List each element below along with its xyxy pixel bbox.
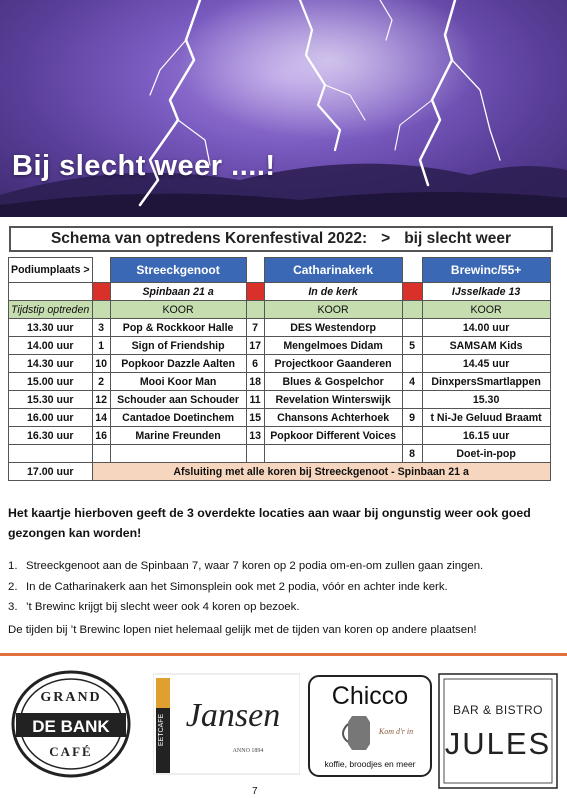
row-choir: Popkoor Dazzle Aalten (110, 355, 246, 373)
coffee-pot-icon (348, 716, 370, 750)
tijdstip-label: Tijdstip optreden (9, 301, 93, 319)
row-choir: SAMSAM Kids (422, 337, 550, 355)
row-choir: Schouder aan Schouder (110, 391, 246, 409)
logo-jules-top: BAR & BISTRO (452, 703, 544, 717)
koor-row (9, 301, 551, 319)
row-number: 4 (402, 373, 422, 391)
venue-address: IJsselkade 13 (422, 283, 550, 301)
row-time: 16.30 uur (9, 427, 93, 445)
koor-label: KOOR (422, 301, 550, 319)
address-row (9, 283, 551, 301)
row-number (246, 445, 264, 463)
list-item-text: ’t Brewinc krijgt bij slecht weer ook 4 koren op bezoek. (26, 601, 300, 613)
row-choir: DES Westendorp (264, 319, 402, 337)
logo-grand-top: GRAND (40, 690, 102, 705)
list-item (8, 556, 483, 577)
row-time: 16.00 uur (9, 409, 93, 427)
table-row (9, 337, 551, 355)
row-time (9, 445, 93, 463)
row-time: 14.00 uur (9, 337, 93, 355)
schedule-rows (9, 319, 551, 463)
row-choir: Doet-in-pop (422, 445, 550, 463)
row-choir (264, 445, 402, 463)
row-number: 1 (92, 337, 110, 355)
koor-label: KOOR (110, 301, 246, 319)
closing-text: Afsluiting met alle koren bij Streeckgenoot - Spinbaan 21 a (92, 463, 550, 481)
koor-label: KOOR (264, 301, 402, 319)
table-header-row (9, 258, 551, 283)
row-number (402, 319, 422, 337)
logo-jules (438, 668, 560, 780)
table-row (9, 427, 551, 445)
schedule-title (9, 226, 553, 252)
closing-time: 17.00 uur (9, 463, 93, 481)
row-number: 13 (246, 427, 264, 445)
row-number: 12 (92, 391, 110, 409)
table-row (9, 373, 551, 391)
row-number: 8 (402, 445, 422, 463)
lightning-illustration (0, 0, 567, 217)
table-row (9, 319, 551, 337)
row-choir (110, 445, 246, 463)
row-time: 14.30 uur (9, 355, 93, 373)
divider (0, 217, 567, 225)
row-number: 18 (246, 373, 264, 391)
schedule-table (8, 257, 551, 481)
row-choir: Revelation Winterswijk (264, 391, 402, 409)
row-choir: 15.30 (422, 391, 550, 409)
row-choir: Chansons Achterhoek (264, 409, 402, 427)
orange-divider (0, 653, 567, 656)
intro-text: Het kaartje hierboven geeft de 3 overdekte locaties aan waar bij ongunstig weer ook goed gezongen kan worden! (8, 506, 531, 540)
table-row (9, 355, 551, 373)
row-time: 15.00 uur (9, 373, 93, 391)
row-choir: DinxpersSmartlappen (422, 373, 550, 391)
row-choir: 16.15 uur (422, 427, 550, 445)
row-choir: Sign of Friendship (110, 337, 246, 355)
logo-grand-de-bank (10, 668, 132, 780)
row-choir: Blues & Gospelchor (264, 373, 402, 391)
row-choir: Marine Freunden (110, 427, 246, 445)
list-item-number: 3. (8, 601, 18, 613)
row-number: 9 (402, 409, 422, 427)
row-number: 10 (92, 355, 110, 373)
logo-jansen-side: EETCAFE (158, 713, 165, 747)
list-item (8, 597, 483, 618)
page-number: 7 (252, 786, 258, 797)
schedule-title-arrow: > (381, 230, 391, 247)
hero-title: Bij slecht weer ....! (12, 150, 276, 182)
logo-jansen-anno: ANNO 1894 (232, 748, 264, 754)
list-item-number: 1. (8, 560, 18, 572)
row-choir: Mooi Koor Man (110, 373, 246, 391)
schedule-title-main: Schema van optredens Korenfestival 2022: (50, 230, 368, 247)
row-number (402, 355, 422, 373)
row-number (92, 445, 110, 463)
logo-chicco (308, 668, 432, 780)
row-number: 11 (246, 391, 264, 409)
table-row (9, 445, 551, 463)
row-choir: Cantadoe Doetinchem (110, 409, 246, 427)
schedule-title-sub: bij slecht weer (404, 230, 512, 247)
timing-note: De tijden bij ’t Brewinc lopen niet helemaal gelijk met de tijden van koren op andere plaatsen! (8, 624, 477, 636)
row-number: 16 (92, 427, 110, 445)
logo-jansen (153, 668, 300, 780)
logo-chicco-script: Kom d'r in (378, 727, 414, 736)
list-item-number: 2. (8, 580, 18, 593)
row-choir: t Ni-Je Geluud Braamt (422, 409, 550, 427)
list-item (8, 577, 483, 598)
table-row (9, 391, 551, 409)
list-item-text: Streeckgenoot aan de Spinbaan 7, waar 7 koren op 2 podia om-en-om zullen gaan zingen. (26, 560, 484, 572)
logo-grand-bottom: CAFÉ (49, 744, 93, 759)
venue-address: In de kerk (264, 283, 402, 301)
logo-chicco-name: Chicco (331, 682, 409, 710)
row-number (402, 391, 422, 409)
venue-address: Spinbaan 21 a (110, 283, 246, 301)
row-number: 15 (246, 409, 264, 427)
row-number: 7 (246, 319, 264, 337)
row-number: 3 (92, 319, 110, 337)
podium-label: Podiumplaats > (9, 258, 93, 283)
logo-chicco-tagline: koffie, broodjes en meer (324, 759, 416, 769)
row-choir: 14.00 uur (422, 319, 550, 337)
row-choir: Pop & Rockkoor Halle (110, 319, 246, 337)
venue-header-brewinc: Brewinc/55+ (422, 258, 550, 283)
row-number: 17 (246, 337, 264, 355)
row-number: 2 (92, 373, 110, 391)
hero-banner (0, 0, 567, 217)
venue-header-streeckgenoot: Streeckgenoot (110, 258, 246, 283)
list-item-text: In de Catharinakerk aan het Simonsplein ook met 2 podia, vóór en achter inde kerk. (26, 580, 448, 593)
logo-jansen-name: Jansen (185, 697, 281, 734)
row-choir: Mengelmoes Didam (264, 337, 402, 355)
logo-grand-middle: DE BANK (32, 717, 110, 736)
row-number: 6 (246, 355, 264, 373)
location-list (8, 556, 483, 618)
venue-header-catharinakerk: Catharinakerk (264, 258, 402, 283)
row-time: 15.30 uur (9, 391, 93, 409)
row-time: 13.30 uur (9, 319, 93, 337)
closing-row (9, 463, 551, 481)
row-number (402, 427, 422, 445)
row-number: 14 (92, 409, 110, 427)
table-row (9, 409, 551, 427)
row-choir: Projectkoor Gaanderen (264, 355, 402, 373)
row-number: 5 (402, 337, 422, 355)
logo-jules-name: JULES (444, 726, 552, 761)
row-choir: 14.45 uur (422, 355, 550, 373)
row-choir: Popkoor Different Voices (264, 427, 402, 445)
